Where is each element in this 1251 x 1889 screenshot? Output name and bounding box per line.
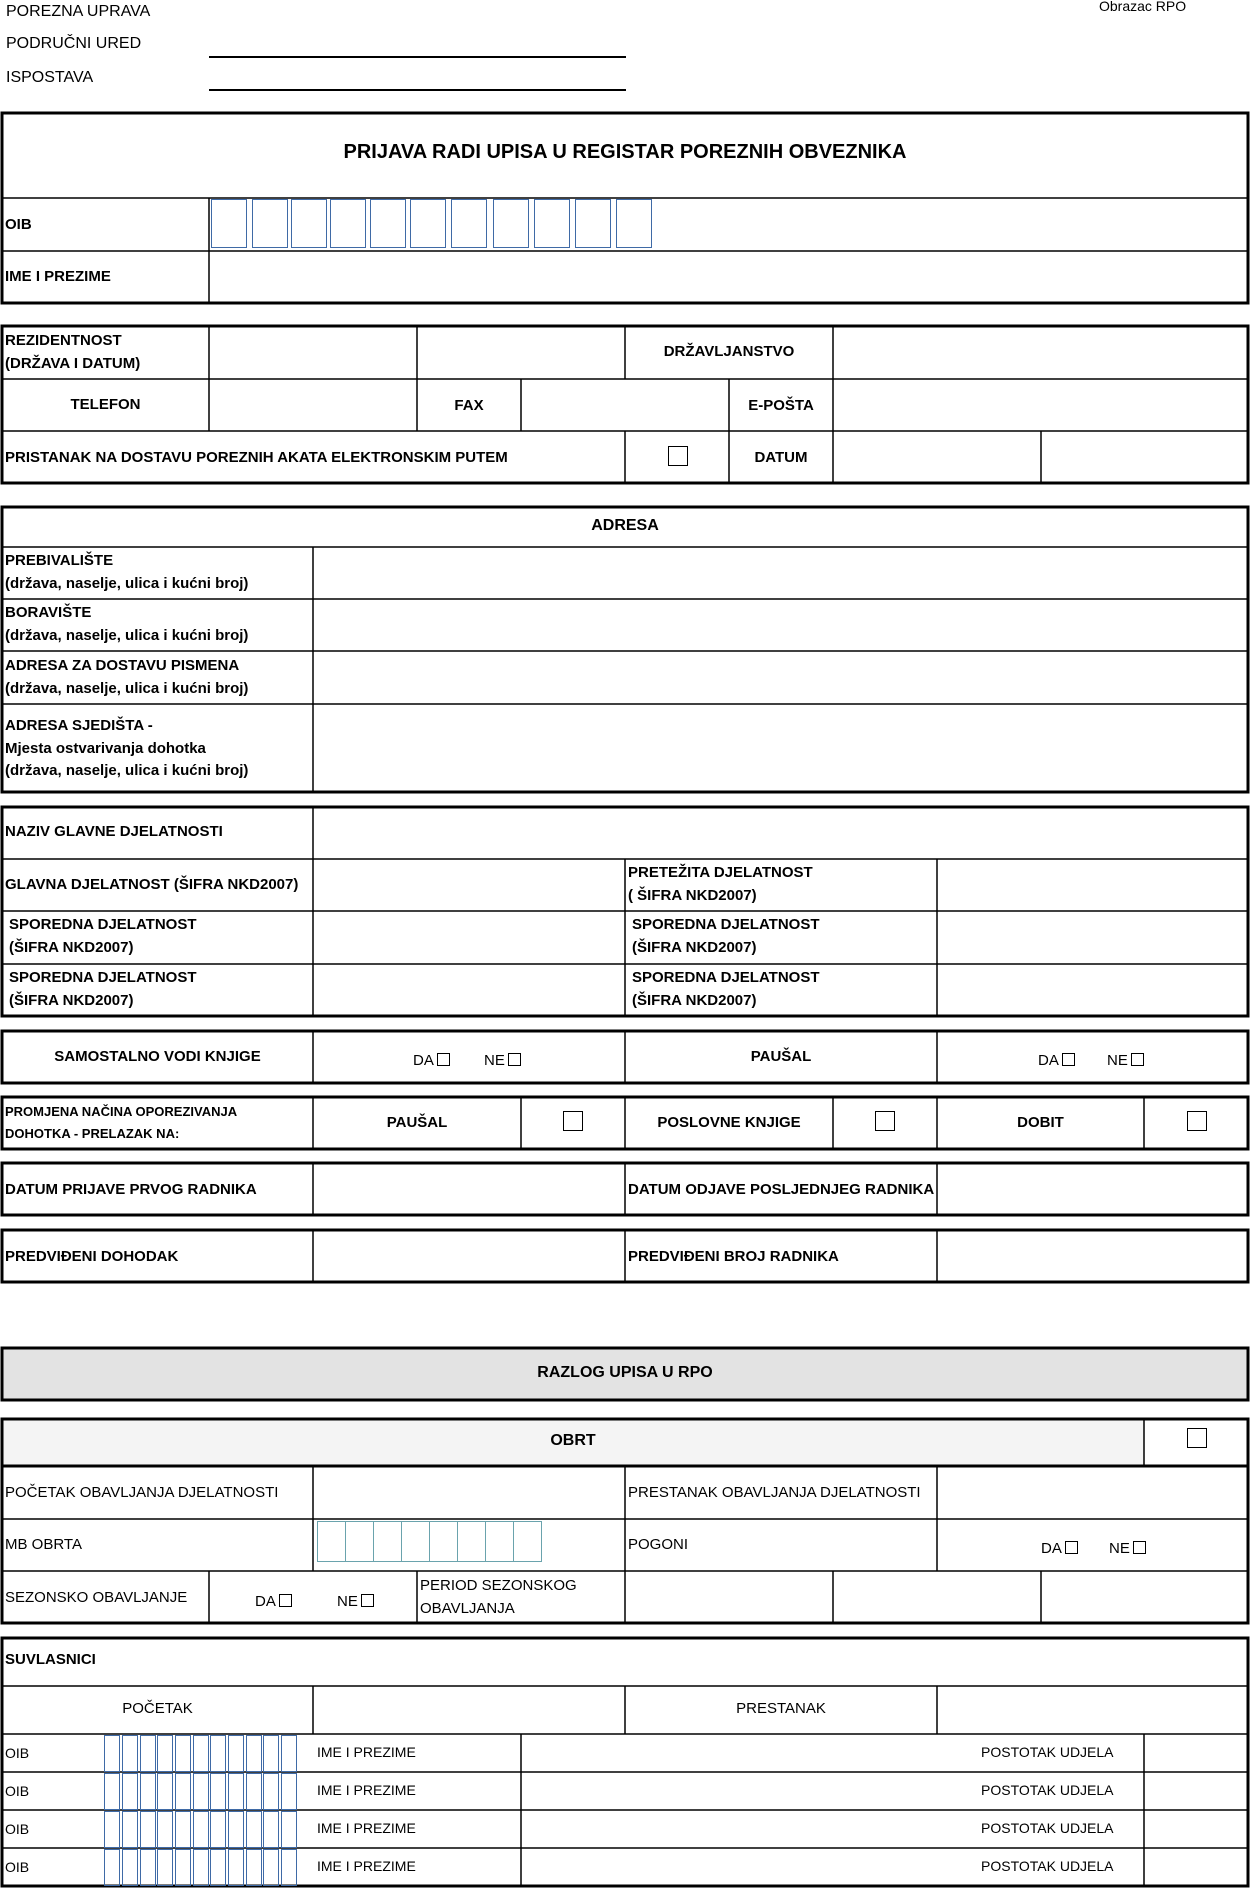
lump-no[interactable] xyxy=(1107,1049,1144,1072)
address-title: ADRESA xyxy=(591,517,659,534)
tax-lump-checkbox[interactable] xyxy=(563,1111,583,1131)
consent-date-label: DATUM xyxy=(754,449,808,466)
oib-digit[interactable] xyxy=(410,199,446,248)
email-label: E-POŠTA xyxy=(748,397,814,414)
self-books-yes-checkbox[interactable] xyxy=(437,1053,450,1066)
coowner-oib-label: OIB xyxy=(5,1859,30,1875)
coowner-oib-digit[interactable] xyxy=(104,1849,120,1886)
residency-sublabel: (DRŽAVA I DATUM) xyxy=(5,355,141,372)
expected-workers-input[interactable] xyxy=(939,1232,1246,1280)
secondary-activity-sublabel-2: (ŠIFRA NKD2007) xyxy=(632,939,757,956)
coowner-oib-digit[interactable] xyxy=(175,1811,191,1848)
authority-label: POREZNA UPRAVA xyxy=(6,3,151,20)
secondary-activity-sublabel-4: (ŠIFRA NKD2007) xyxy=(632,992,757,1009)
coowner-oib-digit[interactable] xyxy=(175,1735,191,1772)
coowner-oib-label: OIB xyxy=(5,1821,30,1837)
coowner-oib-digit[interactable] xyxy=(263,1849,279,1886)
coowner-name-input[interactable] xyxy=(523,1736,973,1770)
lump-yes-label: DA xyxy=(1038,1052,1059,1069)
craft-mb-digit[interactable] xyxy=(485,1521,514,1562)
phone-label: TELEFON xyxy=(70,396,141,413)
secondary-activity-input-2[interactable] xyxy=(939,913,1246,962)
tax-change-sublabel: DOHOTKA - PRELAZAK NA: xyxy=(5,1126,180,1141)
oib-digit[interactable] xyxy=(451,199,487,248)
coowner-share-label: POSTOTAK UDJELA xyxy=(981,1744,1114,1760)
coowner-oib-digit[interactable] xyxy=(140,1735,156,1772)
plants-yes[interactable] xyxy=(1041,1537,1078,1560)
craft-end-input[interactable] xyxy=(939,1468,1246,1517)
coowners-end-input[interactable] xyxy=(939,1688,1246,1732)
oib-digit[interactable] xyxy=(330,199,366,248)
consent-checkbox[interactable] xyxy=(668,446,688,466)
coowner-oib-digit[interactable] xyxy=(175,1773,191,1810)
coowner-oib-digit[interactable] xyxy=(281,1811,297,1848)
lump-label: PAUŠAL xyxy=(750,1048,812,1065)
coowners-start-input[interactable] xyxy=(315,1688,623,1732)
coowner-oib-digit[interactable] xyxy=(246,1773,262,1810)
coowner-oib-digit[interactable] xyxy=(281,1849,297,1886)
name-label: IME I PREZIME xyxy=(5,268,111,285)
coowner-share-label: POSTOTAK UDJELA xyxy=(981,1820,1114,1836)
name-input[interactable] xyxy=(211,253,1246,301)
delivery-address-detail: (država, naselje, ulica i kućni broj) xyxy=(5,680,249,697)
plants-label: POGONI xyxy=(628,1536,689,1553)
coowner-share-input[interactable] xyxy=(1146,1812,1246,1846)
delivery-address-label: ADRESA ZA DOSTAVU PISMENA xyxy=(5,657,240,674)
tax-books-checkbox[interactable] xyxy=(875,1111,895,1131)
tax-lump-label: PAUŠAL xyxy=(386,1114,448,1131)
seasonal-no-label: NE xyxy=(337,1593,358,1610)
secondary-activity-input-4[interactable] xyxy=(939,966,1246,1014)
self-books-yes-label: DA xyxy=(413,1052,434,1069)
first-worker-label: DATUM PRIJAVE PRVOG RADNIKA xyxy=(5,1181,257,1198)
coowner-name-input[interactable] xyxy=(523,1774,973,1808)
coowner-oib-digit[interactable] xyxy=(175,1849,191,1886)
coowner-oib-digit[interactable] xyxy=(246,1735,262,1772)
craft-start-input[interactable] xyxy=(315,1468,623,1517)
coowner-oib-digit[interactable] xyxy=(246,1811,262,1848)
coowner-name-input[interactable] xyxy=(523,1850,973,1884)
branch-label: ISPOSTAVA xyxy=(6,69,94,86)
residency-country-input[interactable] xyxy=(211,328,415,377)
secondary-activity-label-3: SPOREDNA DJELATNOST xyxy=(9,969,197,986)
coowners-title: SUVLASNICI xyxy=(5,1651,96,1668)
coowners-end-label: PRESTANAK xyxy=(736,1700,826,1717)
craft-checkbox[interactable] xyxy=(1187,1428,1207,1448)
coowner-oib-digit[interactable] xyxy=(157,1735,173,1772)
coowner-oib-digit[interactable] xyxy=(193,1773,209,1810)
coowner-oib-digit[interactable] xyxy=(140,1773,156,1810)
coowner-oib-digit[interactable] xyxy=(122,1773,138,1810)
craft-mb-label: MB OBRTA xyxy=(5,1536,82,1553)
delivery-address-input[interactable] xyxy=(315,653,1246,702)
oib-digit[interactable] xyxy=(291,199,327,248)
coowner-oib-digit[interactable] xyxy=(157,1811,173,1848)
secondary-activity-sublabel-3: (ŠIFRA NKD2007) xyxy=(9,992,134,1009)
lump-yes[interactable] xyxy=(1038,1049,1075,1072)
main-activity-code-label: GLAVNA DJELATNOST (ŠIFRA NKD2007) xyxy=(5,876,299,893)
coowner-oib-digit[interactable] xyxy=(263,1773,279,1810)
residence-label: PREBIVALIŠTE xyxy=(5,552,114,569)
citizenship-label: DRŽAVLJANSTVO xyxy=(663,343,795,360)
seasonal-yes[interactable] xyxy=(255,1590,292,1613)
coowner-name-label: IME I PREZIME xyxy=(317,1744,416,1760)
coowner-oib-digit[interactable] xyxy=(263,1811,279,1848)
expected-workers-label: PREDVIĐENI BROJ RADNIKA xyxy=(628,1248,839,1265)
consent-date-input[interactable] xyxy=(835,433,1039,481)
coowner-oib-digit[interactable] xyxy=(122,1735,138,1772)
expected-income-input[interactable] xyxy=(315,1232,623,1280)
tax-change-label: PROMJENA NAČINA OPOREZIVANJA xyxy=(5,1104,238,1119)
coowner-share-label: POSTOTAK UDJELA xyxy=(981,1858,1114,1874)
coowner-share-input[interactable] xyxy=(1146,1736,1246,1770)
last-worker-label: DATUM ODJAVE POSLJEDNJEG RADNIKA xyxy=(628,1181,935,1198)
seasonal-yes-checkbox[interactable] xyxy=(279,1594,292,1607)
predominant-activity-sublabel: ( ŠIFRA NKD2007) xyxy=(628,887,757,904)
residency-label: REZIDENTNOST xyxy=(5,332,122,349)
first-worker-input[interactable] xyxy=(315,1165,623,1213)
coowner-oib-digit[interactable] xyxy=(140,1811,156,1848)
seat-address-detail: (država, naselje, ulica i kućni broj) xyxy=(5,762,249,779)
main-activity-name-label: NAZIV GLAVNE DJELATNOSTI xyxy=(5,823,223,840)
oib-digit[interactable] xyxy=(534,199,570,248)
coowner-oib-digit[interactable] xyxy=(210,1811,226,1848)
coowner-oib-digit[interactable] xyxy=(140,1849,156,1886)
stay-input[interactable] xyxy=(315,601,1246,649)
oib-digit[interactable] xyxy=(575,199,611,248)
coowner-oib-digit[interactable] xyxy=(122,1811,138,1848)
coowner-oib-digit[interactable] xyxy=(210,1773,226,1810)
secondary-activity-input-3[interactable] xyxy=(315,966,623,1014)
stay-detail: (država, naselje, ulica i kućni broj) xyxy=(5,627,249,644)
oib-digit[interactable] xyxy=(616,199,652,248)
coowner-name-label: IME I PREZIME xyxy=(317,1858,416,1874)
self-books-no[interactable] xyxy=(484,1049,521,1072)
craft-title: OBRT xyxy=(550,1432,596,1449)
craft-mb-digit[interactable] xyxy=(401,1521,430,1562)
coowner-share-input[interactable] xyxy=(1146,1774,1246,1808)
plants-yes-checkbox[interactable] xyxy=(1065,1541,1078,1554)
reason-title: RAZLOG UPISA U RPO xyxy=(537,1364,713,1381)
coowner-oib-digit[interactable] xyxy=(193,1811,209,1848)
craft-mb-digit[interactable] xyxy=(457,1521,486,1562)
fax-label: FAX xyxy=(454,397,484,414)
coowner-oib-digit[interactable] xyxy=(246,1849,262,1886)
coowner-share-label: POSTOTAK UDJELA xyxy=(981,1782,1114,1798)
self-books-yes[interactable] xyxy=(413,1049,450,1072)
residence-input[interactable] xyxy=(315,549,1246,597)
plants-yes-label: DA xyxy=(1041,1540,1062,1557)
regional-office-label: PODRUČNI URED xyxy=(6,35,142,52)
coowner-oib-label: OIB xyxy=(5,1745,30,1761)
craft-mb-digit[interactable] xyxy=(429,1521,458,1562)
coowner-oib-digit[interactable] xyxy=(122,1849,138,1886)
secondary-activity-input-1[interactable] xyxy=(315,913,623,962)
secondary-activity-label-1: SPOREDNA DJELATNOST xyxy=(9,916,197,933)
lump-no-label: NE xyxy=(1107,1052,1128,1069)
coowner-oib-digit[interactable] xyxy=(263,1735,279,1772)
coowner-oib-digit[interactable] xyxy=(281,1773,297,1810)
predominant-activity-label: PRETEŽITA DJELATNOST xyxy=(628,864,813,881)
consent-label: PRISTANAK NA DOSTAVU POREZNIH AKATA ELEKTRONSKIM PUTEM xyxy=(5,449,508,466)
coowner-name-label: IME I PREZIME xyxy=(317,1820,416,1836)
coowners-start-label: POČETAK xyxy=(122,1700,193,1717)
season-period-label: PERIOD SEZONSKOG xyxy=(420,1577,577,1594)
plants-no-label: NE xyxy=(1109,1540,1130,1557)
coowner-oib-digit[interactable] xyxy=(210,1849,226,1886)
tax-profit-checkbox[interactable] xyxy=(1187,1111,1207,1131)
coowner-oib-digit[interactable] xyxy=(157,1773,173,1810)
secondary-activity-label-4: SPOREDNA DJELATNOST xyxy=(632,969,820,986)
plants-no-checkbox[interactable] xyxy=(1133,1541,1146,1554)
craft-end-label: PRESTANAK OBAVLJANJA DJELATNOSTI xyxy=(628,1484,921,1501)
coowner-oib-digit[interactable] xyxy=(193,1735,209,1772)
craft-start-label: POČETAK OBAVLJANJA DJELATNOSTI xyxy=(5,1484,279,1501)
seat-address-label: ADRESA SJEDIŠTA - xyxy=(5,717,153,734)
coowner-share-input[interactable] xyxy=(1146,1850,1246,1884)
seasonal-no-checkbox[interactable] xyxy=(361,1594,374,1607)
seasonal-no[interactable] xyxy=(337,1590,374,1613)
tax-profit-label: DOBIT xyxy=(1017,1114,1064,1131)
coowner-oib-digit[interactable] xyxy=(228,1735,244,1772)
lump-no-checkbox[interactable] xyxy=(1131,1053,1144,1066)
main-activity-name-input[interactable] xyxy=(315,809,1246,857)
craft-mb-digit[interactable] xyxy=(345,1521,374,1562)
coowner-oib-digit[interactable] xyxy=(104,1811,120,1848)
seat-address-sublabel: Mjesta ostvarivanja dohotka xyxy=(5,740,206,757)
craft-mb-digit[interactable] xyxy=(317,1521,346,1562)
form-title: PRIJAVA RADI UPISA U REGISTAR POREZNIH OBVEZNIKA xyxy=(343,141,907,163)
coowner-oib-digit[interactable] xyxy=(228,1849,244,1886)
coowner-oib-digit[interactable] xyxy=(228,1773,244,1810)
coowner-oib-digit[interactable] xyxy=(281,1735,297,1772)
craft-mb-digit[interactable] xyxy=(373,1521,402,1562)
self-books-no-checkbox[interactable] xyxy=(508,1053,521,1066)
citizenship-input[interactable] xyxy=(835,328,1246,377)
secondary-activity-sublabel-1: (ŠIFRA NKD2007) xyxy=(9,939,134,956)
coowner-oib-digit[interactable] xyxy=(104,1773,120,1810)
season-period-sublabel: OBAVLJANJA xyxy=(420,1600,515,1617)
season-period-input[interactable] xyxy=(627,1573,1246,1621)
coowner-oib-digit[interactable] xyxy=(193,1849,209,1886)
phone-input[interactable] xyxy=(211,381,415,429)
residency-date-input[interactable] xyxy=(419,328,623,377)
expected-income-label: PREDVIĐENI DOHODAK xyxy=(5,1248,179,1265)
oib-digit[interactable] xyxy=(252,199,288,248)
self-books-no-label: NE xyxy=(484,1052,505,1069)
form-code: Obrazac RPO xyxy=(1099,0,1187,14)
lump-yes-checkbox[interactable] xyxy=(1062,1053,1075,1066)
oib-digit[interactable] xyxy=(211,199,247,248)
main-activity-code-input[interactable] xyxy=(315,861,623,909)
oib-digit[interactable] xyxy=(370,199,406,248)
coowner-name-label: IME I PREZIME xyxy=(317,1782,416,1798)
seat-address-input[interactable] xyxy=(315,706,1246,790)
craft-mb-digit[interactable] xyxy=(513,1521,542,1562)
residence-detail: (država, naselje, ulica i kućni broj) xyxy=(5,575,249,592)
oib-label: OIB xyxy=(5,216,32,233)
fax-input[interactable] xyxy=(523,381,623,429)
seasonal-yes-label: DA xyxy=(255,1593,276,1610)
predominant-activity-input[interactable] xyxy=(939,861,1246,909)
email-input[interactable] xyxy=(835,381,1246,429)
coowner-oib-label: OIB xyxy=(5,1783,30,1799)
seasonal-label: SEZONSKO OBAVLJANJE xyxy=(5,1589,188,1606)
coowner-oib-digit[interactable] xyxy=(210,1735,226,1772)
secondary-activity-label-2: SPOREDNA DJELATNOST xyxy=(632,916,820,933)
last-worker-input[interactable] xyxy=(939,1165,1246,1213)
coowner-oib-digit[interactable] xyxy=(157,1849,173,1886)
self-books-label: SAMOSTALNO VODI KNJIGE xyxy=(54,1048,261,1065)
plants-no[interactable] xyxy=(1109,1537,1146,1560)
oib-digit[interactable] xyxy=(493,199,529,248)
coowner-oib-digit[interactable] xyxy=(104,1735,120,1772)
coowner-oib-digit[interactable] xyxy=(228,1811,244,1848)
coowner-name-input[interactable] xyxy=(523,1812,973,1846)
stay-label: BORAVIŠTE xyxy=(5,604,92,621)
tax-books-label: POSLOVNE KNJIGE xyxy=(657,1114,801,1131)
